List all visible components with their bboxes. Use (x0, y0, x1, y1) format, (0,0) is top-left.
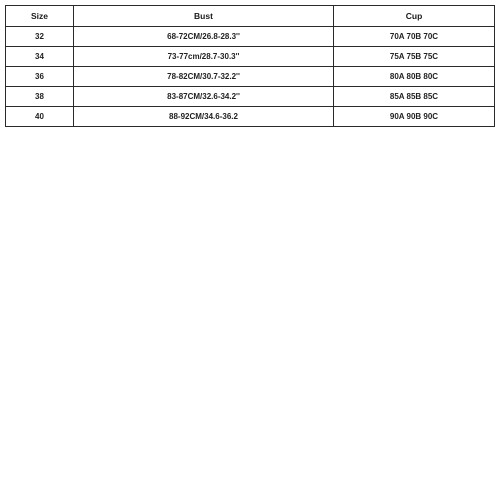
cell-size: 32 (6, 27, 74, 47)
size-chart-table (5, 5, 495, 127)
cell-cup: 80A 80B 80C (334, 67, 495, 87)
cell-size: 40 (6, 107, 74, 127)
cell-cup: 90A 90B 90C (334, 107, 495, 127)
cell-bust: 78-82CM/30.7-32.2'' (74, 67, 334, 87)
table-row (6, 67, 495, 87)
table-row (6, 47, 495, 67)
cell-cup: 70A 70B 70C (334, 27, 495, 47)
cell-bust: 88-92CM/34.6-36.2 (74, 107, 334, 127)
cell-size: 38 (6, 87, 74, 107)
table-row (6, 87, 495, 107)
table-row (6, 107, 495, 127)
cell-cup: 85A 85B 85C (334, 87, 495, 107)
header-bust: Bust (74, 6, 334, 27)
cell-bust: 68-72CM/26.8-28.3'' (74, 27, 334, 47)
cell-size: 36 (6, 67, 74, 87)
cell-cup: 75A 75B 75C (334, 47, 495, 67)
header-size: Size (6, 6, 74, 27)
cell-size: 34 (6, 47, 74, 67)
table-row (6, 27, 495, 47)
cell-bust: 83-87CM/32.6-34.2'' (74, 87, 334, 107)
cell-bust: 73-77cm/28.7-30.3'' (74, 47, 334, 67)
table-header-row (6, 6, 495, 27)
header-cup: Cup (334, 6, 495, 27)
